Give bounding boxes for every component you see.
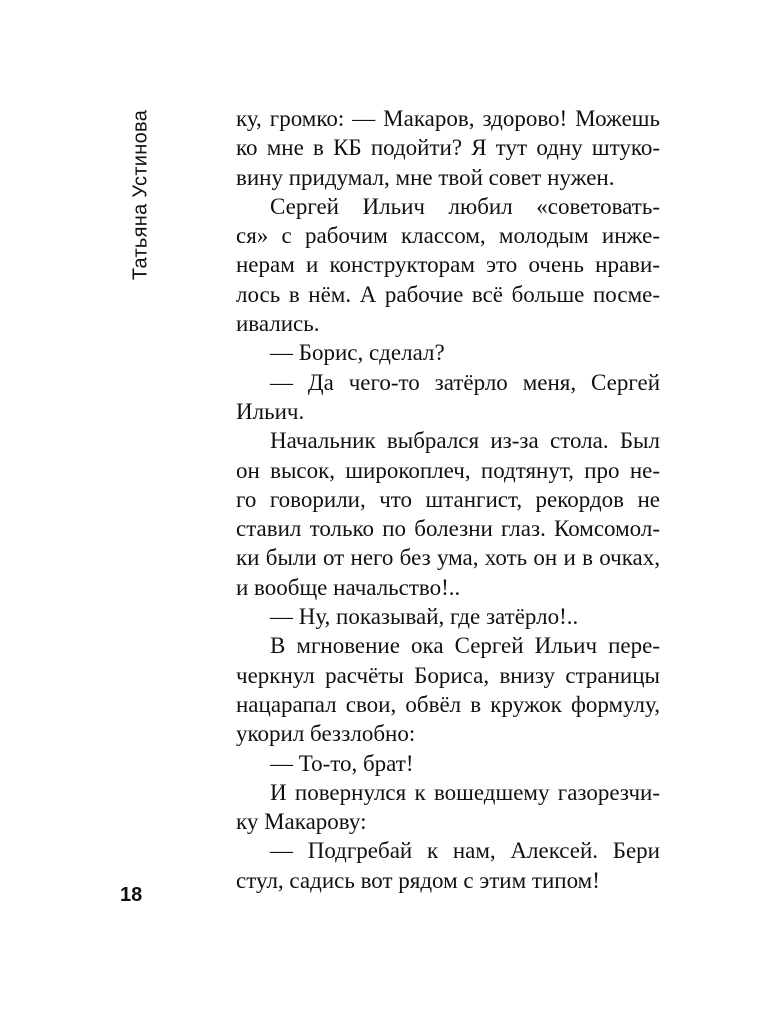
text-line: Начальник выбрался из-за стола. Был: [270, 428, 660, 454]
running-head-author: Татьяна Устинова: [129, 109, 152, 281]
text-line: укорил беззлобно:: [236, 721, 416, 747]
text-line: ставил только по болезни глаз. Комсомол-: [236, 516, 660, 542]
text-line: — Борис, сделал?: [270, 340, 445, 366]
body-text: [236, 104, 660, 895]
text-line: стул, садись вот рядом с этим типом!: [236, 867, 600, 893]
text-line: Ильич.: [236, 398, 305, 424]
text-line: И повернулся к вошедшему газорезчи-: [270, 779, 660, 805]
text-line: нерам и конструкторам это очень нрави-: [236, 252, 660, 278]
text-line: вину придумал, мне твой совет нужен.: [236, 164, 615, 190]
text-line: ко мне в КБ подойти? Я тут одну штуко-: [236, 135, 660, 161]
text-line: го говорили, что штангист, рекордов не: [236, 486, 660, 512]
text-line: ивались.: [236, 311, 320, 337]
text-line: ся» с рабочим классом, молодым инже-: [236, 223, 660, 249]
text-line: и вообще начальство!..: [236, 574, 461, 600]
text-line: черкнул расчёты Бориса, внизу страницы: [236, 662, 660, 688]
text-line: Сергей Ильич любил «советовать-: [270, 193, 660, 219]
text-line: ки были от него без ума, хоть он и в очках,: [236, 545, 660, 571]
text-line: ку, громко: — Макаров, здорово! Можешь: [236, 106, 660, 131]
text-line: — Подгребай к нам, Алексей. Бери: [270, 838, 660, 864]
text-line: — Ну, показывай, где затёрло!..: [270, 604, 579, 630]
text-line: В мгновение ока Сергей Ильич пере-: [270, 633, 660, 659]
text-line: — То-то, брат!: [270, 750, 414, 776]
text-line: ку Макарову:: [236, 809, 367, 835]
text-line: он высок, широкоплеч, подтянут, про не-: [236, 457, 660, 483]
page-number: 18: [120, 884, 143, 906]
text-line: нацарапал свои, обвёл в кружок формулу,: [236, 691, 660, 717]
text-line: лось в нём. А рабочие всё больше посме-: [236, 281, 660, 307]
text-line: — Да чего-то затёрло меня, Сергей: [270, 369, 660, 395]
